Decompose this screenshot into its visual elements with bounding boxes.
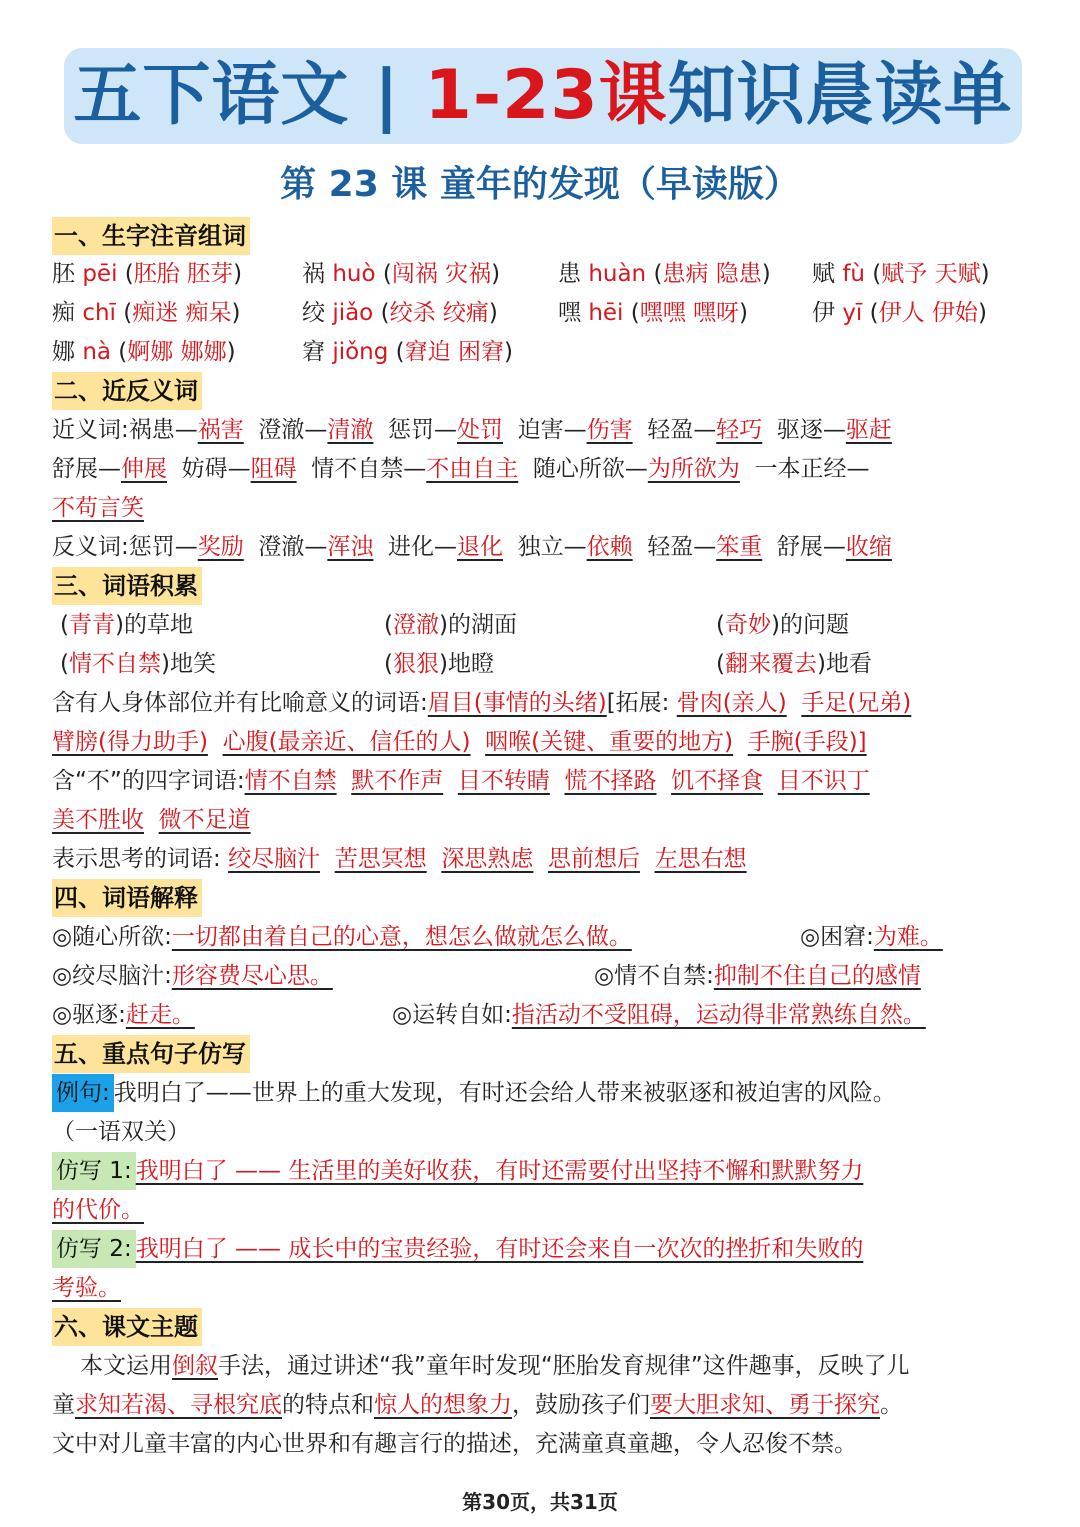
char: 祸 [302,261,325,287]
pinyin: nà [82,339,111,365]
pinyin: yī [842,300,863,326]
page-number: 第30页，共31页 [462,1490,618,1514]
pinyin: jiǒng [332,339,389,365]
words: 闯祸 灾祸 [391,261,492,287]
char-entry: 伊 yī (伊人 伊始) [812,300,987,326]
fill-phrase: (澄澈)的湖面 [384,612,517,638]
section-2-heading: 二、近反义词 [52,372,202,411]
banner-title: 五下语文 | 1-23课知识晨读单 [64,48,1022,144]
char-entry: 窘 jiǒng (窘迫 困窘) [302,339,513,365]
words: 婀娜 娜娜 [127,339,227,365]
section-4-heading: 四、词语解释 [52,879,202,918]
char: 绞 [302,300,325,326]
pinyin: chī [82,300,116,326]
synonyms-line-2: 舒展—伸展 妨碍—阻碍 情不自禁—不由自主 随心所欲—为所欲为 一本正经— [52,456,870,482]
theme-line-1: 本文运用倒叙手法，通过讲述“我”童年时发现“胚胎发育规律”这件趣事，反映了儿 [80,1353,910,1379]
example-note: （一语双关） [52,1119,190,1145]
bu-words-line-2: 美不胜收 微不足道 [52,807,251,833]
theme-line-2: 童求知若渴、寻根究底的特点和惊人的想象力，鼓励孩子们要大胆求知、勇于探究。 [52,1392,903,1418]
definition-1: ◎随心所欲:一切都由着自己的心意，想怎么做就怎么做。 [52,924,632,950]
lesson-title: 第 23 课 童年的发现（早读版） [280,164,800,205]
char-entry: 娜 nà (婀娜 娜娜) [52,339,236,365]
char: 赋 [812,261,835,287]
synonyms-line-1: 近义词:祸患—祸害 澄澈—清澈 惩罚—处罚 迫害—伤害 轻盈—轻巧 驱逐—驱赶 [52,417,892,443]
imitation-1-line-1: 仿写 1: 我明白了 —— 生活里的美好收获，有时还需要付出坚持不懈和默默努力 [52,1152,863,1190]
theme-line-3: 文中对儿童丰富的内心世界和有趣言行的描述，充满童真童趣，令人忍俊不禁。 [52,1431,857,1457]
words: 赋予 天赋 [881,261,981,287]
words: 嘿嘿 嘿呀 [639,300,740,326]
words: 患病 隐患 [662,261,762,287]
char-entry: 绞 jiǎo (绞杀 绞痛) [302,300,498,326]
section-6-heading: 六、课文主题 [52,1308,202,1347]
char: 患 [558,261,581,287]
pinyin: huàn [588,261,647,287]
char-entry: 胚 pēi (胚胎 胚芽) [52,261,243,287]
char-entry: 赋 fù (赋予 天赋) [812,261,990,287]
words: 绞杀 绞痛 [389,300,489,326]
words: 伊人 伊始 [878,300,978,326]
think-words-line: 表示思考的词语: 绞尽脑汁 苦思冥想 深思熟虑 思前想后 左思右想 [52,846,747,872]
bu-words-line-1: 含“不”的四字词语:情不自禁 默不作声 目不转睛 慌不择路 饥不择食 目不识丁 [52,768,870,794]
char-entry: 痴 chī (痴迷 痴呆) [52,300,241,326]
fill-phrase: (奇妙)的问题 [716,612,849,638]
synonyms-line-3: 不苟言笑 [52,495,144,521]
pinyin: hēi [588,300,624,326]
imitation-2-line-1: 仿写 2: 我明白了 —— 成长中的宝贵经验，有时还会来自一次次的挫折和失败的 [52,1230,863,1268]
char: 嘿 [558,300,581,326]
pinyin: huò [332,261,376,287]
char: 痴 [52,300,75,326]
body-words-line-1: 含有人身体部位并有比喻意义的词语:眉目(事情的头绪)[拓展: 骨肉(亲人) 手足(兄弟) [52,690,912,716]
words: 痴迷 痴呆 [132,300,232,326]
section-1-heading: 一、生字注音组词 [52,217,250,256]
char: 窘 [302,339,325,365]
definition-5: ◎驱逐:赶走。 [52,1002,195,1028]
fill-phrase: (翻来覆去)地看 [716,651,872,677]
words: 窘迫 困窘 [404,339,504,365]
fill-phrase: (青青)的草地 [60,612,193,638]
pinyin: pēi [82,261,118,287]
char-entry: 祸 huò (闯祸 灾祸) [302,261,501,287]
section-5-heading: 五、重点句子仿写 [52,1035,250,1074]
imitation-2-line-2: 考验。 [52,1275,121,1301]
definition-3: ◎绞尽脑汁:形容费尽心思。 [52,963,333,989]
char-entry: 患 huàn (患病 隐患) [558,261,771,287]
char: 娜 [52,339,75,365]
section-3-heading: 三、词语积累 [52,567,202,606]
body-words-line-2: 臂膀(得力助手) 心腹(最亲近、信任的人) 咽喉(关键、重要的地方) 手腕(手段)] [52,729,867,755]
fill-phrase: (情不自禁)地笑 [60,651,216,677]
imitation-1-line-2: 的代价。 [52,1197,144,1223]
pinyin: fù [842,261,865,287]
char: 胚 [52,261,75,287]
words: 胚胎 胚芽 [133,261,234,287]
pinyin: jiǎo [332,300,374,326]
antonyms-line: 反义词:惩罚—奖励 澄澈—浑浊 进化—退化 独立—依赖 轻盈—笨重 舒展—收缩 [52,534,892,560]
definition-6: ◎运转自如:指活动不受阻碍，运动得非常熟练自然。 [392,1002,926,1028]
char: 伊 [812,300,835,326]
fill-phrase: (狠狠)地瞪 [384,651,494,677]
definition-4: ◎情不自禁:抑制不住自己的感情 [594,963,921,989]
example-sentence: 例句: 我明白了——世界上的重大发现，有时还会给人带来被驱逐和被迫害的风险。 [52,1074,896,1112]
char-entry: 嘿 hēi (嘿嘿 嘿呀) [558,300,749,326]
definition-2: ◎困窘:为难。 [800,924,943,950]
